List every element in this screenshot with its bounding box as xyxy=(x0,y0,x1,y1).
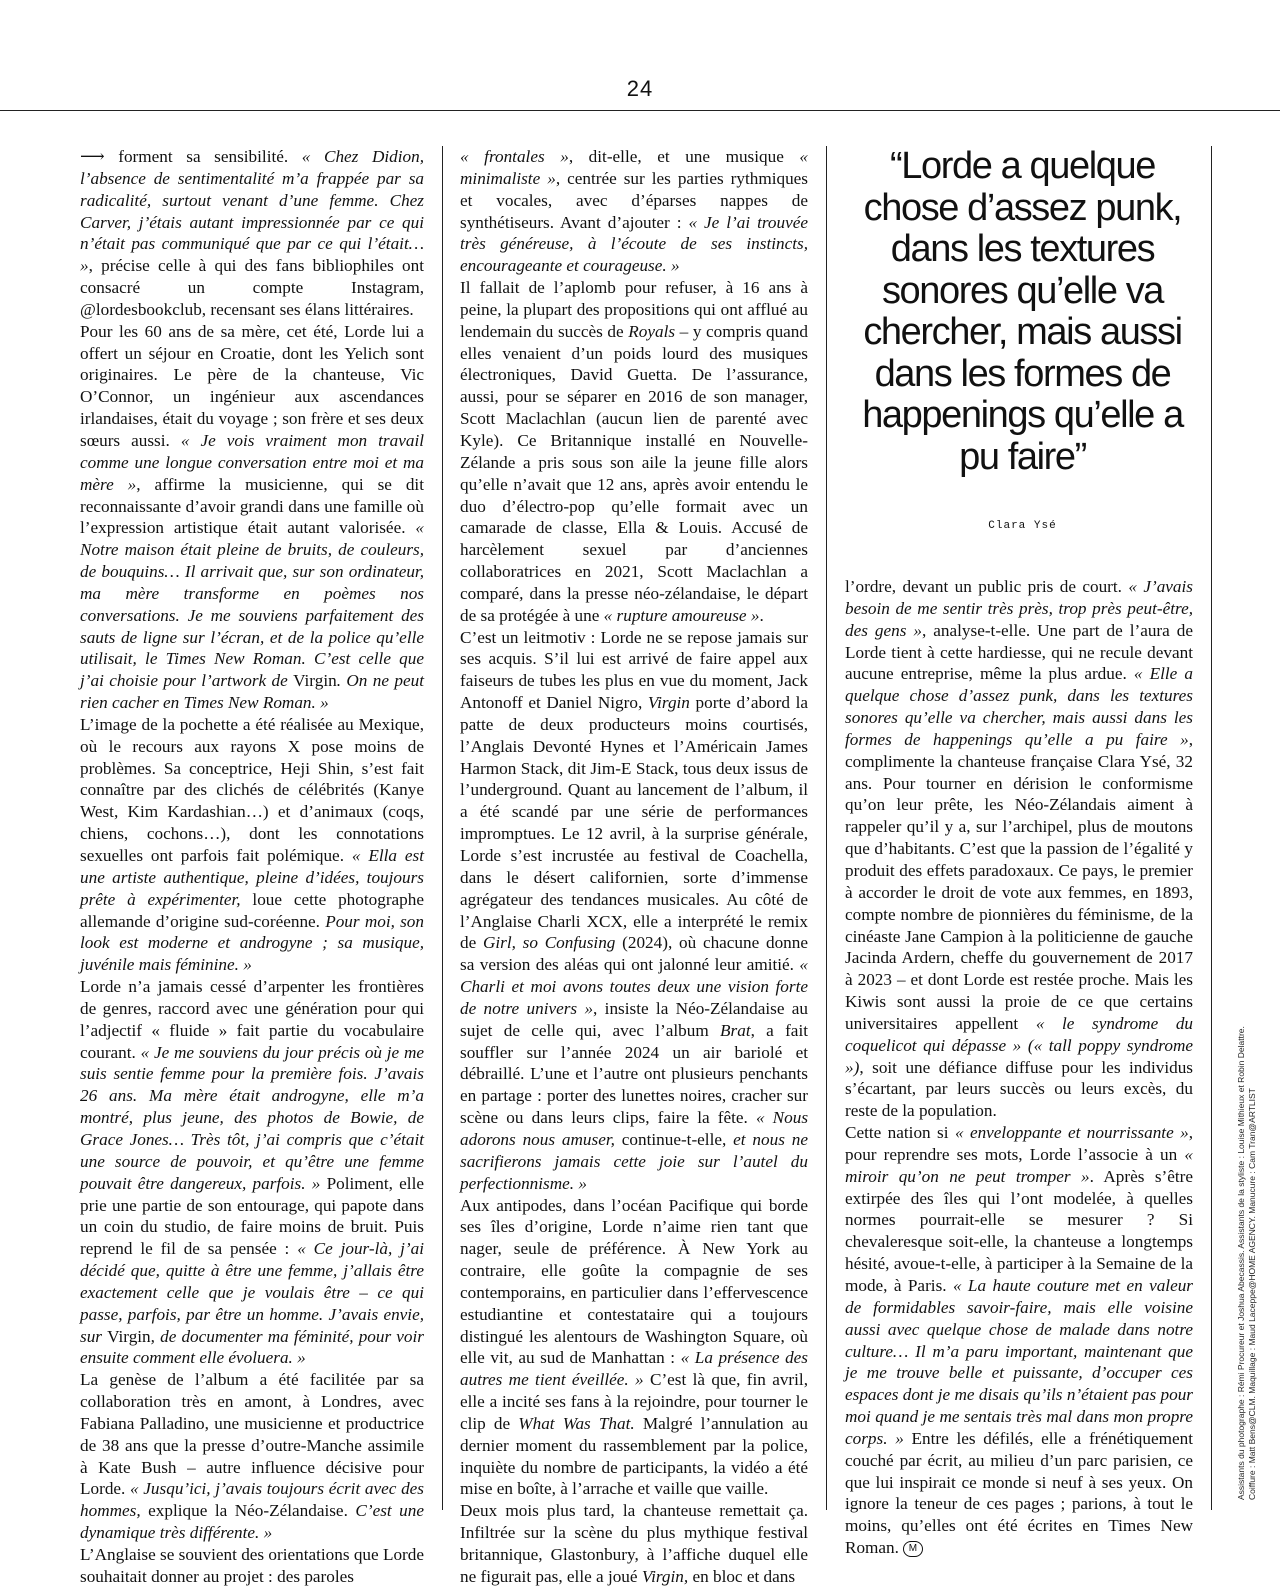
credits-line: Coiffure : Matt Bens@CLM. Maquillage : Maud Laceppe@HOME AGENCY. Manucure : Cam Tran@ARTLIST xyxy=(1247,1088,1257,1500)
paragraph: l’ordre, devant un public pris de court. « J’avais besoin de me sentir très près, trop près peut-être, des gens », analyse-t-elle. Une part de l’aura de Lorde tient à cette hardiesse, qui ne recule devant aucune entreprise, même la plus ardue. « Elle a quelque chose d’assez punk, dans les textures sonores qu’elle va chercher, mais aussi dans les formes de happenings qu’elle a pu faire », complimente la chanteuse française Clara Ysé, 32 ans. Pour tourner en dérision le conformisme qu’on leur prête, les Néo-Zélandais aiment à rappeler qu’il y a, sur l’archipel, plus de moutons que d’habitants. C’est que la passion de l’égalité y produit des effets paradoxaux. Ce pays, le premier à accorder le droit de vote aux femmes, en 1893, compte nombre de pionnières du féminisme, de la cinéaste Jane Campion à la politicienne de gauche Jacinda Ardern, cheffe du gouvernement de 2017 à 2023 – et dont Lorde est restée proche. Mais les Kiwis sont aussi la proie de ce que certains universitaires appellent « le syndrome du coquelicot qui dépasse » (« tall poppy syndrome »), soit une défiance diffuse pour les individus s’écartant, par leurs succès ou leurs excès, du reste de la population. xyxy=(845,577,1194,1121)
paragraph: Cette nation si « enveloppante et nourrissante », pour reprendre ses mots, Lorde l’associe à un « miroir qu’on ne peut tromper ». Après s’être extirpée des îles qui l’ont modelée, à quelles normes pourrait-elle se mesurer ? Si chevaleresque soit-elle, la chanteuse a longtemps hésité, avoue-t-elle, à participer à la Semaine de la mode, à Paris. « La haute couture met en valeur de formidables savoir-faire, mais elle voisine aussi avec quelque chose de malade dans notre culture… Il m’a paru important, maintenant que je me trouve belle et puissante, d’occuper ces espaces dont je me disais qu’ils n’étaient pas pour moi quand je me sentais très mal dans mon propre corps. » Entre les défilés, elle a frénétiquement couché par écrit, au milieu d’un parc parisien, ce que lui inspirait ce monde si neuf à ses yeux. On ignore la teneur de ces pages ; parions, à tout le moins, qu’elles ont été écrites en Times New Roman. M xyxy=(845,1123,1193,1558)
article-column-3 xyxy=(845,576,1193,1559)
paragraph: L’image de la pochette a été réalisée au Mexique, où le recours aux rayons X pose moins de problèmes. Sa conceptrice, Heji Shin, s’est fait connaître par des clichés de célébrités (Kanye West, Kim Kardashian…) et d’animaux (coqs, chiens, cochons…), dont les connotations sexuelles ont parfois fait polémique. « Ella est une artiste authentique, pleine d’idées, toujours prête à expérimenter, loue cette photographe allemande d’origine sud-coréenne. Pour moi, son look est moderne et androgyne ; sa musique, juvénile mais féminine. » xyxy=(80,714,424,975)
photo-credits xyxy=(1236,960,1258,1500)
article-column-1 xyxy=(80,146,424,1588)
paragraph: C’est un leitmotiv : Lorde ne se repose jamais sur ses acquis. S’il lui est arrivé de faire appel aux faiseurs de tubes les plus en vue du moment, Jack Antonoff et Daniel Nigro, Virgin porte d’abord la patte de deux producteurs moins courtisés, l’Anglais Devonté Hynes et l’Américain James Harmon Stack, dit Jim-E Stack, tous deux issus de l’underground. Quant au lancement de l’album, il a été scandé par une série de performances impromptues. Le 12 avril, à la surprise générale, Lorde s’est incrustée au festival de Coachella, dans le désert californien, sorte d’immense agrégateur des tendances musicales. Au côté de l’Anglaise Charli XCX, elle a interprété le remix de Girl, so Confusing (2024), où chacune donne sa version des aléas qui ont jalonné leur amitié. « Charli et moi avons toutes deux une vision forte de notre univers », insiste la Néo-Zélandaise au sujet de celle qui, avec l’album Brat, a fait souffler sur l’année 2024 un air bariolé et débraillé. L’une et l’autre ont plusieurs penchants en partage : porter des lunettes noires, cracher sur scène ou dans leurs clips, faire la fête. « Nous adorons nous amuser, continue-t-elle, et nous ne sacrifierons jamais cette joie sur l’autel du perfectionnisme. » xyxy=(460,627,809,1193)
paragraph: L’Anglaise se souvient des orientations que Lorde souhaitait donner au projet : des paroles xyxy=(80,1545,424,1586)
credits-line: Assistants du photographe : Rémi Procureur et Joshua Abecassis. Assistants de la styliste : Louise Mithieux et Robin Delattre. xyxy=(1236,1026,1246,1500)
column-divider xyxy=(442,146,443,1510)
paragraph: La genèse de l’album a été facilitée par sa collaboration très en amont, à Londres, avec Fabiana Palladino, une musicienne et productrice de 38 ans que la presse d’outre-Manche assimile à Kate Bush – autre influence décisive pour Lorde. « Jusqu’ici, j’avais toujours écrit avec des hommes, explique la Néo-Zélandaise. C’est une dynamique très différente. » xyxy=(80,1370,424,1543)
paragraph: Deux mois plus tard, la chanteuse remettait ça. Infiltrée sur la scène du plus mythique festival britannique, Glastonbury, à l’affiche duquel elle ne figurait pas, elle a joué Virgin, en bloc et dans xyxy=(460,1501,808,1586)
end-mark-icon: M xyxy=(903,1541,923,1557)
column-divider xyxy=(1211,146,1212,1510)
column-divider xyxy=(826,146,827,1510)
paragraph: Il fallait de l’aplomb pour refuser, à 16 ans à peine, la plupart des propositions qui ont afflué au lendemain du succès de Royals – y compris quand elles venaient d’un poids lourd des musiques électroniques, David Guetta. De l’assurance, aussi, pour se séparer en 2016 de son manager, Scott Maclachlan (aucun lien de parenté avec Kyle). Ce Britannique installé en Nouvelle-Zélande a pris sous son aile la jeune fille alors qu’elle n’avait que 12 ans, après avoir entendu le duo d’électro-pop qu’elle formait avec un camarade de classe, Ella & Louis. Accusé de harcèlement sexuel par d’anciennes collaboratrices en 2021, Scott Maclachlan a comparé, dans la presse néo-zélandaise, le départ de sa protégée à une « rupture amoureuse ». xyxy=(460,278,808,625)
pull-quote-author: Clara Ysé xyxy=(988,520,1057,532)
article-column-2 xyxy=(460,146,808,1588)
page-number: 24 xyxy=(626,76,654,101)
paragraph: ⟶ forment sa sensibilité. « Chez Didion, l’absence de sentimentalité m’a frappée par sa radicalité, surtout venant d’une femme. Chez Carver, j’étais autant impressionnée par ce qui n’était pas communiqué que par ce qui l’était… », précise celle à qui des fans bibliophiles ont consacré un compte Instagram, @lordesbookclub, recensant ses élans littéraires. xyxy=(80,147,424,319)
pull-quote: “Lorde a quelque chose d’assez punk, dans les textures sonores qu’elle va chercher, mais aussi dans les formes de happenings qu’elle a pu faire” xyxy=(862,145,1183,478)
header-rule xyxy=(0,110,1280,111)
paragraph: Pour les 60 ans de sa mère, cet été, Lorde lui a offert un séjour en Croatie, dont les Yelich sont originaires. Le père de la chanteuse, Vic O’Connor, un ingénieur aux ascendances irlandaises, était du voyage ; son frère et ses deux sœurs aussi. « Je vois vraiment mon travail comme une longue conversation entre moi et ma mère », affirme la musicienne, qui se dit reconnaissante d’avoir grandi dans une famille où l’expression artistique était autant valorisée. « Notre maison était pleine de bruits, de couleurs, de bouquins… Il arrivait que, sur son ordinateur, ma mère transforme en poèmes nos conversations. Je me souviens parfaitement des sauts de ligne sur l’écran, et de la police qu’elle utilisait, le Times New Roman. C’est celle que j’ai choisie pour l’artwork de Virgin. On ne peut rien cacher en Times New Roman. » xyxy=(80,321,424,713)
paragraph: Aux antipodes, dans l’océan Pacifique qui borde ses îles d’origine, Lorde n’aime rien tant que nager, seule de préférence. À New York au contraire, elle goûte la compagnie de ses contemporains, en particulier dans l’effervescence estudiantine et contestataire qui a toujours distingué les alentours de Washington Square, où elle vit, au sud de Manhattan : « La présence des autres me tient éveillée. » C’est là que, fin avril, elle a incité ses fans à la rejoindre, pour tourner le clip de What Was That. Malgré l’annulation au dernier moment du rassemblement par la police, inquiète du nombre de participants, la vidéo a été mise en boîte, à l’arrache et vaille que vaille. xyxy=(460,1195,809,1499)
paragraph: « frontales », dit-elle, et une musique « minimaliste », centrée sur les parties rythmiques et vocales, avec d’éparses nappes de synthétiseurs. Avant d’ajouter : « Je l’ai trouvée très généreuse, à l’écoute de ses instincts, encourageante et courageuse. » xyxy=(460,147,808,276)
paragraph: Lorde n’a jamais cessé d’arpenter les frontières de genres, raccord avec une génération pour qui l’adjectif « fluide » fait partie du vocabulaire courant. « Je me souviens du jour précis où je me suis sentie femme pour la première fois. J’avais 26 ans. Ma mère était androgyne, elle m’a montré, plus jeune, des photos de Bowie, de Grace Jones… Très tôt, j’ai compris que c’était une source de pouvoir, et qu’être une femme pouvait être dangereux, parfois. » Poliment, elle prie une partie de son entourage, qui papote dans un coin du studio, de faire moins de bruit. Puis reprend le fil de sa pensée : « Ce jour-là, j’ai décidé que, quitte à être une femme, j’allais être exactement celle que je voulais être – ce qui passe, parfois, par être un homme. J’avais envie, sur Virgin, de documenter ma féminité, pour voir ensuite comment elle évoluera. » xyxy=(80,977,424,1368)
